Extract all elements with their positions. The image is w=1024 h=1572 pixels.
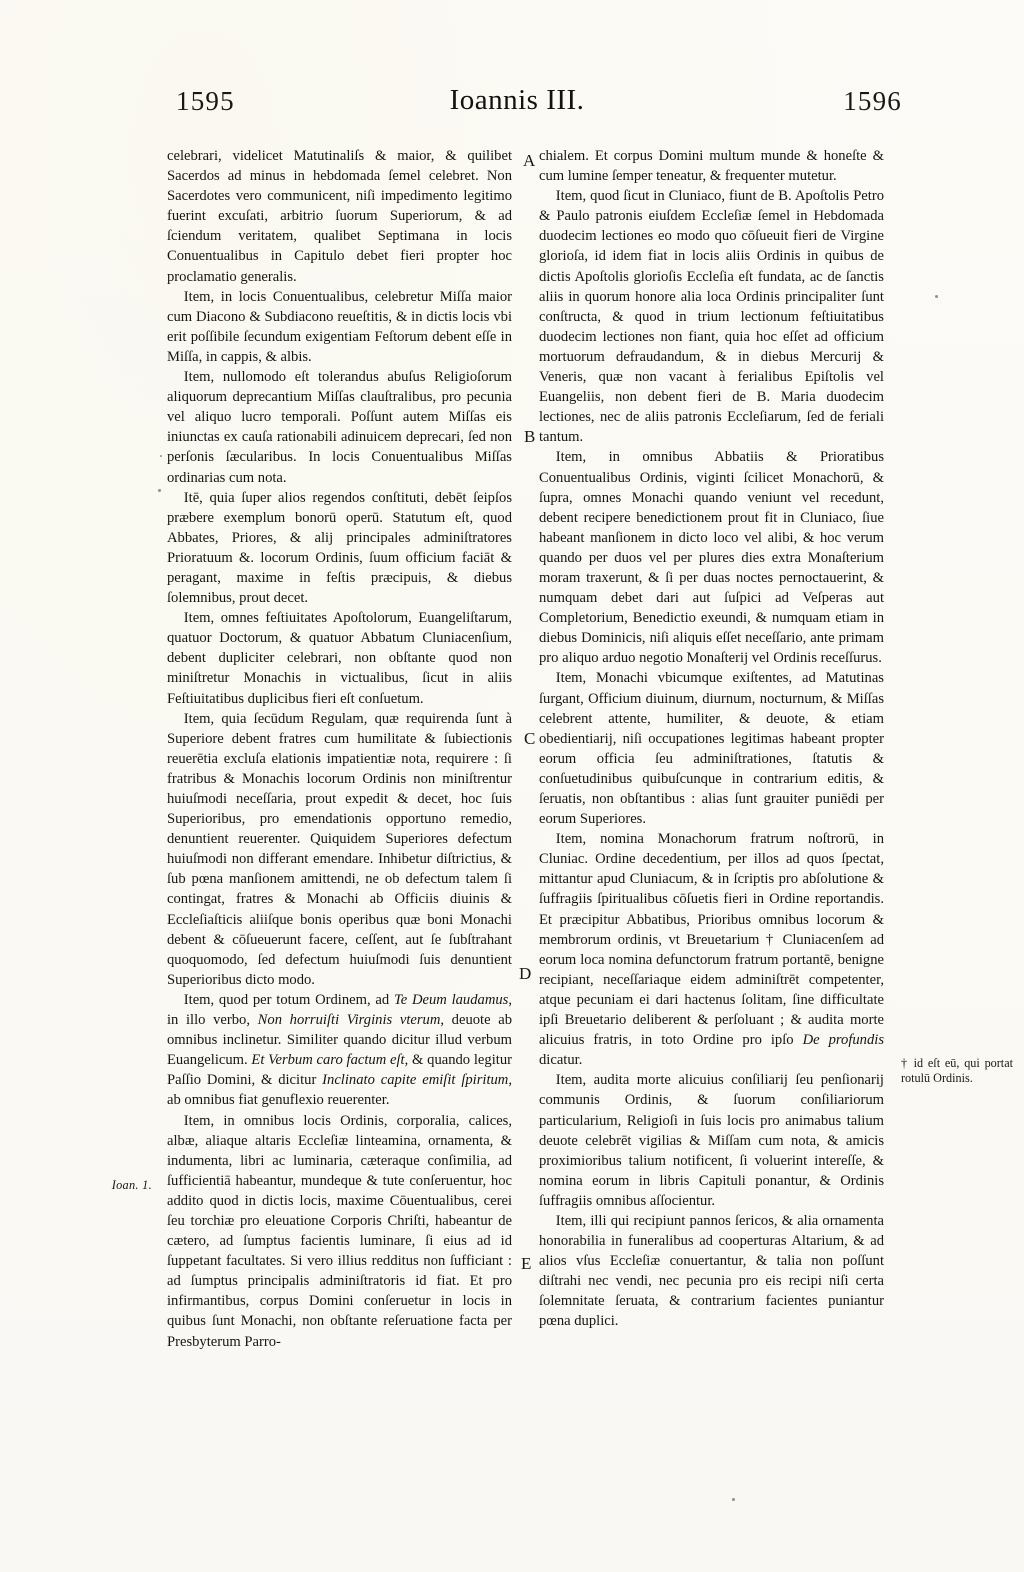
column-right [539, 146, 884, 1332]
paragraph: Item, illi qui recipiunt pannos ſericos, & alia ornamenta honorabilia in funeralibus ad cooperturas Altarium, & ad alios vſus Eccleſiæ conuertantur, & talia non poſſunt diſtrahi nec vendi, nec pecunia pro eis recipi niſi certa ſolemnitate ſeruata, & contrarium facientes puniantur pœna duplici. [539, 1212, 884, 1330]
ink-speck [158, 489, 161, 492]
paragraph: Item, quia ſecūdum Regulam, quæ requirenda ſunt à Superiore debent fratres cum humilitate & ſubiectionis reuerētia excluſa elationis impatientiæ nota, requirere : ſi fratribus & Monachis locorum Ordinis non miniſtrentur huiuſmodi neceſſaria, prout expedit & decet, hoc ſuis Superioribus, pro emendationis opportuno remedio, denuntient reuerenter. Quiquidem Superiores defectum huiuſmodi non differant emendare. Inhibetur diſtrictius, & ſub pœna manſionem amittendi, ne ob defectum talem ſi contingat, fratres & Monachi ab Officiis diuinis & Eccleſiaſticis aliiſque bonis operibus quæ boni Monachi debent & cōſueuerunt facere, ceſſent, aut ſe ſubſtrahant quoquomodo, ſed defectum huiuſmodi ſuis denuntient Superioribus dicto modo. [167, 710, 512, 988]
section-letter-d: D [519, 964, 532, 983]
paragraph: Item, audita morte alicuius conſiliarij ſeu penſionarij communis Ordinis, & ſuorum conſiliariorum particularium, Religioſi in ſuis locis pro animabus talium deuote celebrēt vigilias & Miſſam cum nota, & amicis proximioribus talium notificent, ſi voluerint intereſſe, & nomina eorum in libris Capituli ponantur, & Ordinis ſuffragiis omnibus aſſocientur. [539, 1072, 884, 1209]
paragraph: Item, nullomodo eſt tolerandus abuſus Religioſorum aliquorum deprecantium Miſſas clauſtralibus, pro pecunia vel aliquo lucro temporali. Poſſunt autem Miſſas eis iniunctas ex cauſa rationabili adinuicem deprecari, ſed non perſonis ſæcularibus. In locis Conuentualibus Miſſas ordinarias cum nota. [167, 369, 512, 486]
paragraph: Item, in omnibus locis Ordinis, corporalia, calices, albæ, aliaque altaris Eccleſiæ linteamina, ornamenta, & indumenta, libri ac luminaria, cæteraque conſimilia, ad ſufficientiā habeantur, mundeque & tute conſeruentur, hoc addito quod in dictis locis, maxime Cōuentualibus, cerei ſeu torchiæ pro eleuatione Corporis Chriſti, habeantur de cætero, ad ſumptus facientis luminare, ſi eius ad id ſuppetant facultates. Si vero illius redditus non ſufficiant : ad ſumptus principalis adminiſtratoris id fiat. Et pro infirmantibus, corpus Domini conſeruetur in locis in quibus ſunt Monachi, non obſtante reſeruatione facta per Presbyterum Parro- [167, 1112, 512, 1350]
paragraph: chialem. Et corpus Domini multum munde & honeſte & cum lumine ſemper teneatur, & frequenter mutetur. [539, 148, 884, 185]
paragraph-with-italics: Item, quod per totum Ordinem, ad Te Deum laudamus, in illo verbo, Non horruiſti Virginis vterum, deuote ab omnibus inclinetur. Similiter quando dicitur illud verbum Euangelicum. Et Verbum caro factum eſt, & quando legitur Paſſio Domini, & dicitur Inclinato capite emiſit ſpiritum, ab omnibus fiat genuflexio reuerenter. [167, 991, 513, 1109]
column-left [167, 146, 512, 1352]
paragraph: Itē, quia ſuper alios regendos conſtituti, debēt ſeipſos præbere exemplum bonorū operū. Statutum eſt, quod Abbates, Priores, & alij principales adminiſtratores Prioratuum &. locorum Ordinis, ſuum officium faciāt & peragant, maxime in feſtis præcipuis, & diebus ſolemnibus, prout decet. [167, 489, 512, 607]
paragraph: Item, Monachi vbicumque exiſtentes, ad Matutinas ſurgant, Officium diuinum, diurnum, nocturnum, & Miſſas celebrent attente, humiliter, & deuote, & etiam obedientiarij, niſi occupationes legitimas habeant propter eorum officia ſeu adminiſtrationes, ſtatutis & conſuetudinibus quibuſcunque in contrarium editis, & ſeruatis, non obſtantibus : alias ſunt grauiter puniēdi per eorum Superiores. [539, 670, 884, 828]
paragraph: Item, in locis Conuentualibus, celebretur Miſſa maior cum Diacono & Subdiacono reueſtitis, & in dictis locis vbi erit poſſibile ſecundum exigentiam Feſtorum debent eſſe in Miſſa, in cappis, & albis. [167, 288, 512, 365]
paragraph: Item, in omnibus Abbatiis & Prioratibus Conuentualibus Ordinis, viginti ſcilicet Monachorū, & ſupra, omnes Monachi quando veniunt vel recedunt, debent recipere benedictionem prout fit in Cluniaco, ſiue habeant manſionem in dicto loco vel alibi, & hoc verum quando per duos vel per plures dies extra Monaſterium moram traxerunt, & ſi per duas noctes pernoctauerint, & numquam debet dari aut ſuſpici ad Veſperas aut Completorium, Benedictio exeundi, & numquam etiam in diebus Dominicis, niſi aliquis eſſet neceſſario, ante primam pro aliquo arduo negotio Monaſterij vel Ordinis receſſurus. [539, 449, 884, 667]
section-letter-b: B [524, 427, 536, 446]
paragraph: celebrari, videlicet Matutinaliſs & maior, & quilibet Sacerdos ad minus in hebdomada ſemel celebret. Non Sacerdotes vero communicent, niſi impedimento legitimo fuerint excuſati, arbitrio ſuorum Superiorum, & ad ſciendum veritatem, qualibet Septimana in locis Conuentualibus in Capitulo debet fieri propter hoc proclamatio generalis. [167, 148, 512, 285]
marginal-note-right: † id eſt eū, qui portat rotulū Ordinis. [901, 1056, 1013, 1086]
section-letter-a: A [523, 151, 536, 170]
paragraph-with-italics: Item, nomina Monachorum fratrum noſtrorū, in Cluniac. Ordine decedentium, per illos ad quos ſpectat, mittantur apud Cluniacum, & in ſcriptis pro abſolutione & ſuffragiis ſpiritualibus cōſuetis fieri in Ordine reportandis. Et præcipitur Abbatibus, Prioribus omnibus locorum & membrorum ordinis, vt Breuetarium † Cluniacenſem ad eorum loca nomina defunctorum fratrum portantē, benigne recipiant, neceſſariaque eidem adminiſtrēt competenter, atque pecuniam ei dari hactenus ſolitam, ſine difficultate ipſi Breuetario deliberent & perſoluant ; & audita morte alicuius fratris, in toto Ordine pro ipſo De profundis dicatur. [539, 831, 884, 1069]
ink-speck [935, 295, 938, 298]
folio-number-left: 1595 [176, 86, 235, 116]
ink-speck [732, 1498, 735, 1501]
running-head [0, 86, 1024, 126]
folio-number-right: 1596 [843, 86, 902, 116]
page-title: Ioannis III. [449, 84, 585, 116]
marginal-note-left: Ioan. 1. [111, 1178, 152, 1192]
paragraph: Item, quod ſicut in Cluniaco, fiunt de B. Apoſtolis Petro & Paulo patronis eiuſdem Eccleſiæ ſemel in Hebdomada duodecim lectiones eo modo quo cōſueuit fieri de Virgine glorioſa, id idem fiat in locis aliis Ordinis in quibus de dictis Apoſtolis glorioſis Eccleſia eſt fundata, ac de ſanctis aliis in quorum honore alia loca Ordinis principaliter ſunt conſtructa, & quod in trium lectionum feſtiuitatibus duodecim lectiones non fiant, quia hoc eſſet ad officium mortuorum defraudandum, & in diebus Mercurij & Veneris, quæ non vacant à ferialibus Epiſtolis vel Euangeliis, non debent fieri de B. Maria duodecim lectiones, nec de aliis patronis Eccleſiarum, ſed de feriali tantum. [539, 188, 884, 446]
section-letter-c: C [524, 729, 536, 748]
text-body [0, 146, 1024, 1526]
paragraph: Item, omnes feſtiuitates Apoſtolorum, Euangeliſtarum, quatuor Doctorum, & quatuor Abbatum Cluniacenſium, debent dupliciter celebrari, non obſtante quod non miniſtretur Monachis in victualibus, ſicut in aliis Feſtiuitatibus duplicibus fieri eſt conſuetum. [167, 610, 512, 707]
section-letter-e: E [521, 1254, 532, 1273]
ink-speck [160, 455, 162, 457]
